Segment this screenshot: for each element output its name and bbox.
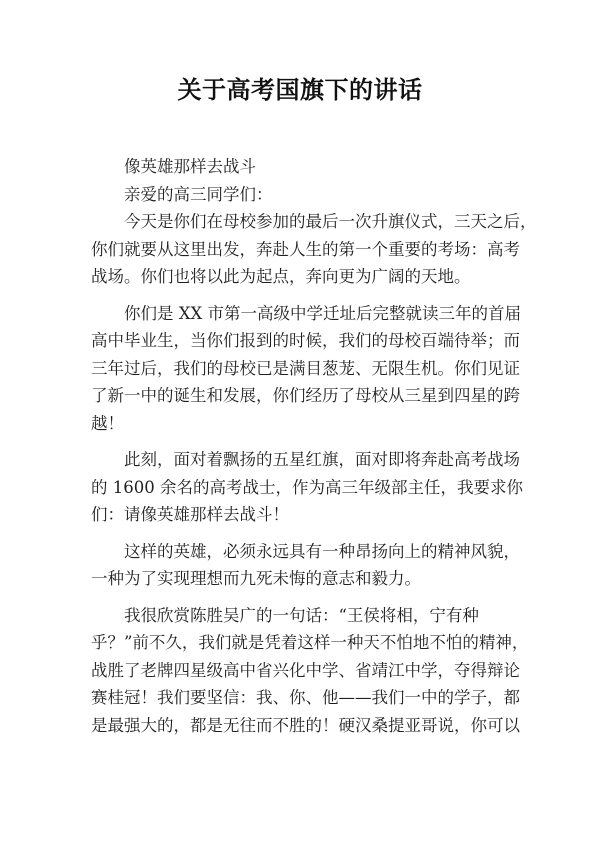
paragraph-line: 我很欣赏陈胜吴广的一句话：“王侯将相，宁有种 [124,605,479,625]
paragraph-line: 高中毕业生，当你们报到的时候，我们的母校百端待举；而 [91,331,520,350]
paragraph-line: 一种为了实现理想而九死未悔的意志和毅力。 [91,569,421,588]
paragraph-line: 赛桂冠！我们要坚信：我、你、他——我们一中的学子，都 [91,688,520,707]
paragraph-line: 此刻，面对着飘扬的五星红旗，面对即将奔赴高考战场 [124,450,520,469]
speech-subtitle: 像英雄那样去战斗 [124,157,256,176]
paragraph-line: 你们就要从这里出发，奔赴人生的第一个重要的考场：高考 [91,239,520,259]
paragraph-line: 战胜了老牌四星级高中省兴化中学、省靖江中学，夺得辩论 [91,660,520,680]
paragraph-line: 的 1600 余名的高考战士，作为高三年级部主任，我要求你 [91,477,523,497]
paragraph-line: 是最强大的，都是无往而不胜的！硬汉桑提亚哥说，你可以 [91,715,520,735]
paragraph-line: 们：请像英雄那样去战斗！ [91,505,289,524]
paragraph-4 [91,538,520,593]
paragraph-5 [91,602,529,740]
paragraph-line: 三年过后，我们的母校已是满目葱茏、无限生机。你们见证 [91,358,520,378]
paragraph-1 [91,208,537,291]
paragraph-line: 今天是你们在母校参加的最后一次升旗仪式，三天之后， [124,212,537,231]
paragraph-line: 这样的英雄，必须永远具有一种昂扬向上的精神风貌， [124,541,520,561]
salutation: 亲爱的高三同学们： [124,184,273,204]
speech-body [91,153,537,739]
page-title: 关于高考国旗下的讲话 [177,75,423,104]
paragraph-2 [91,300,521,438]
paragraph-line: 你们是 XX 市第一高级中学迁址后完整就读三年的首届 [124,303,521,323]
paragraph-line: 越！ [91,413,124,433]
paragraph-line: 战场。你们也将以此为起点，奔向更为广阔的天地。 [91,267,471,286]
paragraph-3 [91,446,523,529]
paragraph-line: 了新一中的诞生和发展，你们经历了母校从三星到四星的跨 [91,386,520,405]
paragraph-line: 乎？”前不久，我们就是凭着这样一种天不怕地不怕的精神， [91,633,529,652]
